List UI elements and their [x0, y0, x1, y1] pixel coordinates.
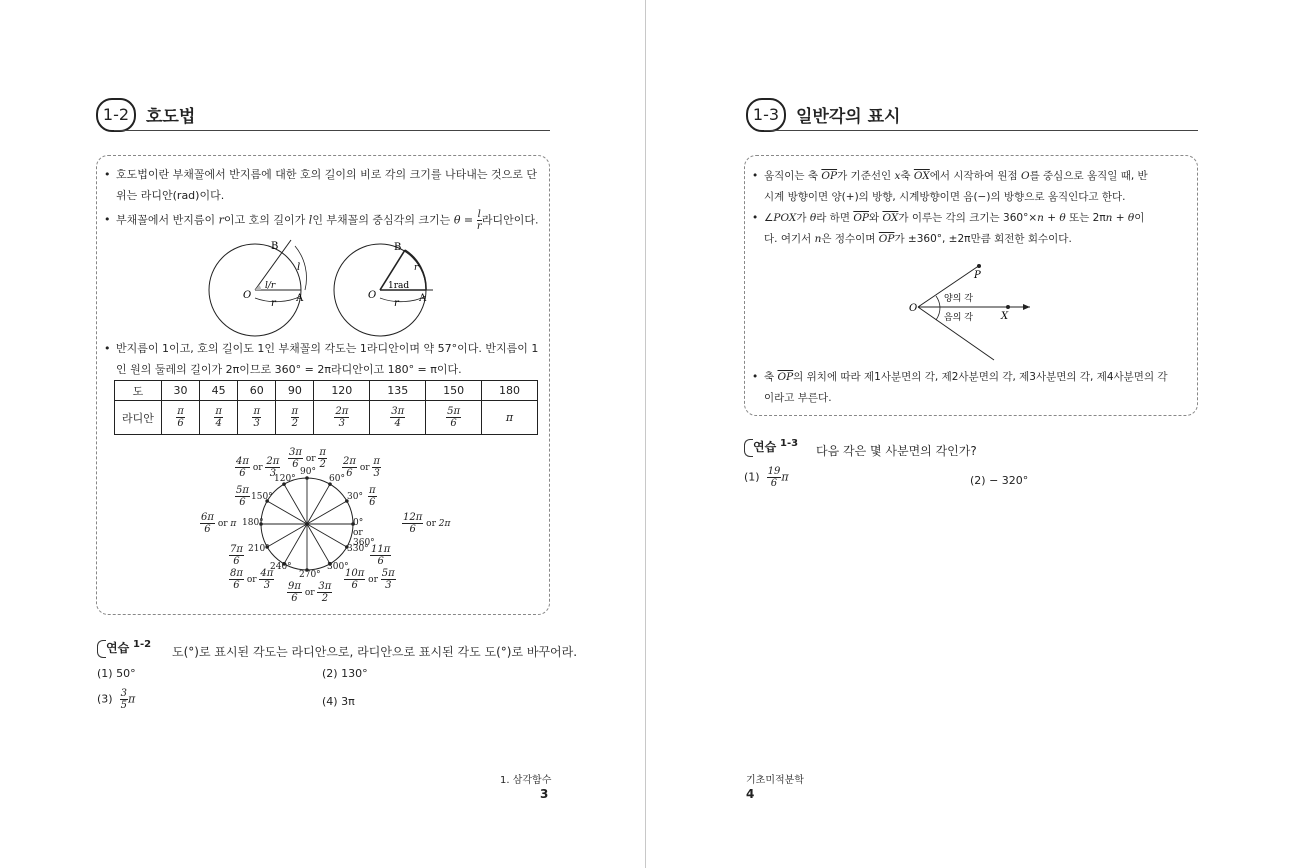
bullet-line: 시계 방향이면 양(+)의 방향, 시계방향이면 음(−)의 방향으로 움직인다고 한다.: [764, 191, 1126, 203]
ray-OP: $\overline{OP}$: [821, 170, 838, 182]
table-cell: $\frac{\pi}{2}$: [276, 401, 314, 435]
rad-label-0: $\frac{12\pi}{6}$ or 2π: [403, 512, 451, 535]
label-O: O: [909, 303, 918, 314]
rad-label-240: $\frac{8\pi}{6}$ or $\frac{4\pi}{3}$: [230, 568, 274, 591]
footer-book-title: 기초미적분학: [746, 775, 804, 786]
deg-label-180: 180°: [242, 518, 264, 528]
fraction-l-over-r: $\frac{l}{r}$: [476, 209, 482, 232]
rad-label-90: $\frac{3\pi}{6}$ or $\frac{\pi}{2}$: [289, 447, 326, 470]
bullet-line: 움직이는 축 $\overline{OP}$가 기준선인 x축 $\overline{OX}$에서 시작하여 원점 O를 중심으로 움직일 때, 반: [764, 170, 1148, 182]
problem-2: (2) 130°: [322, 667, 368, 680]
text: 라디안이다.: [481, 213, 539, 227]
deg-label-210: 210°: [248, 544, 270, 554]
page-number: 3: [540, 787, 549, 801]
exercise-tag-number: 1-3: [780, 438, 799, 449]
table-cell: 120: [314, 381, 370, 401]
deg-label-120: 120°: [274, 474, 296, 484]
rad-label-120: $\frac{4\pi}{6}$ or $\frac{2\pi}{3}$: [236, 456, 280, 479]
deg-label-270: 270°: [299, 570, 321, 580]
deg-label-240: 240°: [270, 562, 292, 572]
table-cell: 135: [370, 381, 426, 401]
label-B: B: [394, 242, 402, 253]
rad-label-330: $\frac{11\pi}{6}$: [371, 544, 391, 567]
bullet-line: 반지름이 1이고, 호의 길이도 1인 부채꼴의 각도는 1라디안이며 약 57°이다. 반지름이 1: [116, 342, 539, 355]
problem-2: (2) − 320°: [970, 474, 1029, 487]
unit-circle-spoke: [284, 484, 307, 524]
deg-label-30: 30°: [347, 492, 363, 502]
bullet-line: 다. 여기서 n은 정수이며 $\overline{OP}$가 ±360°, ±2π만큼 회전한 회수이다.: [764, 233, 1072, 245]
unit-circle-spoke: [307, 484, 330, 524]
table-header-degree: 도: [115, 381, 162, 401]
exercise-tag-1-2: [97, 638, 161, 658]
page-number: 4: [746, 787, 755, 801]
right-page: [646, 0, 1292, 868]
exercise-tag-label: 연습: [753, 440, 777, 454]
label-r: r: [414, 263, 419, 273]
table-cell: $\frac{\pi}{6}$: [162, 401, 200, 435]
exercise-tag-number: 1-2: [133, 639, 152, 650]
label-O: O: [243, 290, 252, 301]
bullet-line: 이라고 부른다.: [764, 392, 832, 404]
label-l: l: [297, 262, 301, 273]
table-cell: 60: [238, 381, 276, 401]
general-angle-figure: [904, 256, 1034, 366]
rad-label-180: $\frac{6\pi}{6}$ or π: [201, 512, 237, 535]
unit-circle-spoke: [267, 501, 307, 524]
table-cell: 90: [276, 381, 314, 401]
rad-label-150: $\frac{5\pi}{6}$: [236, 485, 249, 508]
rad-label-30: $\frac{\pi}{6}$: [369, 485, 376, 508]
table-row-degrees: [115, 381, 538, 401]
table-cell: 30: [162, 381, 200, 401]
exercise-tag-label: 연습: [106, 641, 130, 655]
label-P: P: [974, 270, 981, 281]
section-rule: [114, 130, 550, 131]
exercise-tag-1-3: [744, 437, 808, 457]
label-A: A: [419, 293, 427, 304]
bullet-radian-definition: • 호도법이란 부채꼴에서 반지름에 대한 호의 길이의 비로 각의 크기를 나타내는 것으로 단 위는 라디안(rad)이다.: [104, 164, 544, 206]
label-X: X: [1001, 311, 1009, 322]
label-negative-angle: 음의 각: [944, 313, 973, 323]
bullet-line: 위는 라디안(rad)이다.: [116, 189, 225, 202]
ray-OX: $\overline{OX}$: [913, 170, 930, 182]
section-title: 호도법: [146, 107, 196, 127]
section-number-badge: 1-3: [746, 98, 786, 132]
rad-label-60: $\frac{2\pi}{6}$ or $\frac{\pi}{3}$: [343, 456, 380, 479]
unit-circle-spokes: [259, 476, 355, 572]
section-title: 일반각의 표시: [796, 107, 901, 127]
table-header-radian: 라디안: [115, 401, 162, 435]
deg-label-300: 300°: [327, 562, 349, 572]
text: 부채꼴에서 반지름이: [116, 213, 219, 227]
unit-circle-spoke: [307, 524, 347, 547]
table-cell: 150: [426, 381, 482, 401]
bullet-one-radian: • 반지름이 1이고, 호의 길이도 1인 부채꼴의 각도는 1라디안이며 약 57°이다. 반지름이 1 인 원의 둘레의 길이가 2π이므로 360° = 2π라디안이고 180° = π이다.: [104, 338, 548, 380]
sector-figure-arc-l: [205, 238, 315, 338]
section-header-1-3: [746, 98, 1206, 138]
math-l: l: [308, 213, 313, 227]
degree-radian-table: [114, 380, 538, 435]
bullet-line: 호도법이란 부채꼴에서 반지름에 대한 호의 길이의 비로 각의 크기를 나타내는 것으로 단: [116, 168, 537, 181]
text: 인 부채꼴의 중심각의 크기는: [312, 213, 454, 227]
label-r: r: [271, 298, 276, 309]
rad-label-270: $\frac{9\pi}{6}$ or $\frac{3\pi}{2}$: [288, 581, 332, 604]
section-number-badge: 1-2: [96, 98, 136, 132]
problem-3: (3) $\frac{3}{5}$ π: [97, 688, 136, 711]
math-theta: θ =: [453, 213, 474, 227]
section-rule: [764, 130, 1198, 131]
left-page: [0, 0, 645, 868]
problem-1: (1) $\frac{19}{6}$ π: [744, 466, 789, 489]
label-positive-angle: 양의 각: [944, 294, 973, 304]
table-cell: 45: [200, 381, 238, 401]
unit-circle-spoke: [267, 524, 307, 547]
deg-label-0: 0° or 360°: [353, 518, 375, 548]
bullet-line: ∠POX가 θ라 하면 $\overline{OP}$와 $\overline{OX}$가 이루는 각의 크기는 360°×n + θ 또는 2πn + θ이: [764, 212, 1145, 224]
table-cell: 180: [482, 381, 538, 401]
label-O: O: [368, 290, 377, 301]
label-A: A: [296, 293, 304, 304]
table-cell: $\frac{2\pi}{3}$: [314, 401, 370, 435]
footer-chapter: 1. 삼각함수: [500, 775, 552, 786]
bullet-general-angle: • ∠POX가 θ라 하면 $\overline{OP}$와 $\overline{OX}$가 이루는 각의 크기는 360°×n + θ 또는 2πn + θ이 다. 여기서 n은 정수이며 $\overline{OP}$가 ±360°, ±2π만큼 회전한 회수이다.: [752, 208, 1194, 250]
table-cell: $\frac{\pi}{4}$: [200, 401, 238, 435]
rad-label-210: $\frac{7\pi}{6}$: [230, 544, 243, 567]
exercise-question: 도(°)로 표시된 각도는 라디안으로, 라디안으로 표시된 각도 도(°)로 바꾸어라.: [172, 645, 578, 659]
label-1rad: 1rad: [388, 281, 410, 291]
table-cell: $\frac{3\pi}{4}$: [370, 401, 426, 435]
unit-circle-spoke: [307, 501, 347, 524]
table-cell: $\frac{\pi}{3}$: [238, 401, 276, 435]
table-cell: π: [482, 401, 538, 435]
unit-circle-spoke: [307, 524, 330, 564]
section-header-1-2: [96, 98, 556, 138]
math-r: r: [218, 213, 224, 227]
deg-label-330: 330°: [347, 544, 369, 554]
bullet-quadrant-angle: • 축 $\overline{OP}$의 위치에 따라 제1사분면의 각, 제2사분면의 각, 제3사분면의 각, 제4사분면의 각 이라고 부른다.: [752, 367, 1194, 409]
exercise-question: 다음 각은 몇 사분면의 각인가?: [816, 444, 977, 458]
unit-circle-spoke: [284, 524, 307, 564]
problem-1: (1) 50°: [97, 667, 136, 680]
rad-label-300: $\frac{10\pi}{6}$ or $\frac{5\pi}{3}$: [345, 568, 395, 591]
bullet-line: 축 $\overline{OP}$의 위치에 따라 제1사분면의 각, 제2사분면의 각, 제3사분면의 각, 제4사분면의 각: [764, 371, 1168, 383]
table-row-radians: [115, 401, 538, 435]
label-B: B: [271, 241, 279, 252]
bullet-line: 인 원의 둘레의 길이가 2π이므로 360° = 2π라디안이고 180° = π이다.: [116, 363, 462, 376]
bullet-rotating-ray: • 움직이는 축 $\overline{OP}$가 기준선인 x축 $\overline{OX}$에서 시작하여 원점 O를 중심으로 움직일 때, 반 시계 방향이면 양(+)의 방향, 시계방향이면 음(−)의 방향으로 움직인다고 한다.: [752, 166, 1194, 208]
deg-label-90: 90°: [300, 467, 316, 477]
label-r: r: [394, 298, 399, 309]
label-angle: l/r: [265, 281, 276, 291]
bullet-central-angle: • 부채꼴에서 반지름이 r이고 호의 길이가 l인 부채꼴의 중심각의 크기는 θ = $\frac{l}{r}$ 라디안이다.: [104, 209, 539, 232]
deg-label-150: 150°: [251, 492, 273, 502]
text: 이고 호의 길이가: [223, 213, 309, 227]
sector-figure-1rad: [328, 238, 438, 338]
table-cell: $\frac{5\pi}{6}$: [426, 401, 482, 435]
deg-label-60: 60°: [329, 474, 345, 484]
problem-4: (4) 3π: [322, 695, 355, 708]
